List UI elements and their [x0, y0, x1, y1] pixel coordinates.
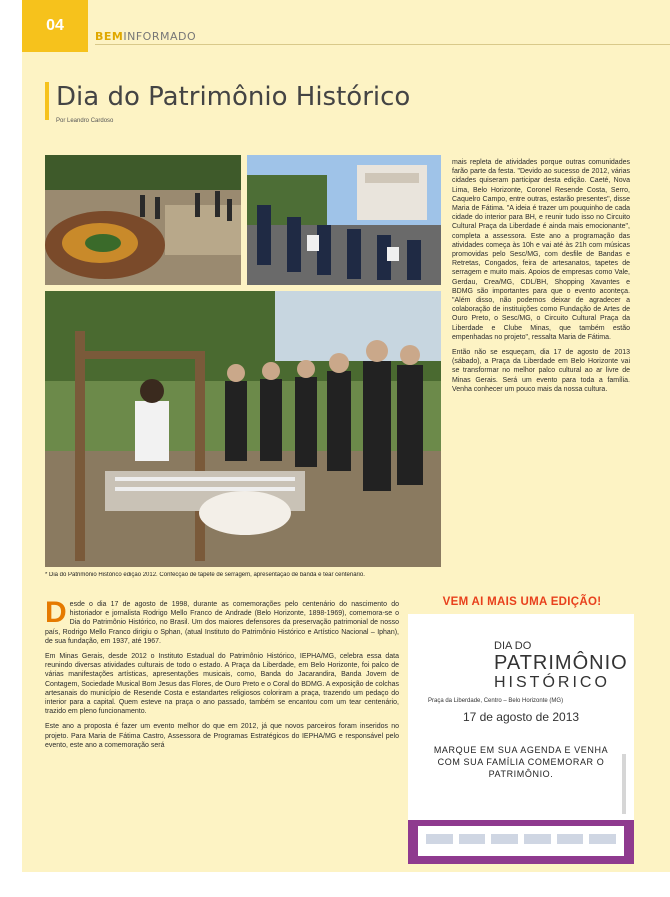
poster-title-line-3: HISTÓRICO [494, 674, 610, 691]
paragraph: Em Minas Gerais, desde 2012 o Instituto Estadual do Patrimônio Histórico, IEPHA/MG, celebra essa data reunindo diversas atividades culturais de todo o estado. A Praça da Liberdade, em Belo Horizonte, foi palco de várias manifestações artísticas, apresentações musicais, como, Banda do Jacarandira, Banda Jovem de Contagem, Sociedade Musical Bom Jesus das Flores, de Ouro Preto e o Coral do BDMG. A exposição de colchas artesanais do município de Resende Costa e estandartes religiosos coloriram a praça, trazendo um pedaço do interior para a capital. Quem esteve na praça o ano passado, também se encantou com um tear centenário, trazido em pleno funcionamento. [45, 653, 399, 716]
paragraph: mais repleta de atividades porque outras comunidades farão parte da festa. "Devido ao sucesso de 2012, várias cidades quiseram participar desta edição. Caeté, Nova Lima, Belo Horizonte, Coronel Resende Costa, Serro, Caquelro Campo, entre outras, estarão presentes", disse Maria de Fátima. "A ideia é trazer um pouquinho de cada cidade do interior para BH, e reunir tudo isso no Circuito Cultural Praça da Liberdade é ainda mais emocionante", completa a assessora. Este ano a programação das atividades começa às 10h e vai até às 21h com músicas promovidas pelo Sesc/MG, com desfile de Bandas e Retretas, Congados, feira de artesanatos, tapetes de serragem e muito mais. Apoios de empresas como Vale, Gerdau, Crea/MG, CDL/BH, Shopping Xavantes e BDMG são importantes para que o evento aconteça. "Além disso, não podemos deixar de agradecer a colaboração de instituições como Fundação de Artes de Ouro Preto, o Sesc/MG, o Circuito Cultural Praça da Liberdade e Clube Minas, que também estão empenhadas no projeto", ressalta Maria de Fátima. [452, 159, 630, 341]
sponsor-logo [426, 834, 453, 844]
event-poster [408, 614, 634, 864]
article-right-column [452, 158, 630, 400]
brand-part-1: BEM [95, 30, 124, 43]
promo-heading: VEM AI MAIS UMA EDIÇÃO! [442, 596, 602, 608]
sponsor-logo [491, 834, 518, 844]
sponsor-logo [589, 834, 616, 844]
poster-call-to-action: MARQUE EM SUA AGENDA E VENHA COM SUA FAMÍLIA COMEMORAR O PATRIMÔNIO. [433, 745, 609, 779]
drop-cap: D [45, 596, 67, 629]
brand-logo [95, 30, 196, 43]
title-accent-bar [45, 82, 49, 120]
photo-sawdust-carpet [45, 155, 241, 285]
poster-title-line-2: PATRIMÔNIO [494, 652, 628, 674]
poster-title-line-1: DIA DO [494, 640, 532, 652]
article-main-column [45, 596, 399, 756]
sponsor-logo [459, 834, 486, 844]
paragraph: Então não se esqueçam, dia 17 de agosto de 2013 (sábado), a Praça da Liberdade em Belo Horizonte vai se transformar no melhor palco cultural ao ar livre de Minas Gerais. Será um evento para toda a família. Venha conhecer um pouco mais da nossa cultura. [452, 349, 630, 393]
brand-part-2: INFORMADO [123, 30, 197, 43]
page-number: 04 [22, 0, 88, 52]
photo-caption: * Dia do Patrimônio Histórico edição 2012. Confecção de tapete de serragem, apresentação de banda e tear centenário. [45, 572, 365, 578]
poster-place: Praça da Liberdade, Centro – Belo Horizonte (MG) [428, 698, 564, 704]
paragraph: esde o dia 17 de agosto de 1998, durante as comemorações pelo centenário do nascimento do historiador e jornalista Rodrigo Mello Franco de Andrade (Belo Horizonte, 1898-1969), comemora-se o Dia do Patrimônio Histórico, no Brasil. Um dos maiores defensores da preservação patrimonial de nosso país, Rodrigo Mello Franco dirigiu o Sphan, (atual Instituto do Patrimônio Histórico e Artístico Nacional – Iphan), de sua fundação, em 1937, até 1967. [45, 601, 399, 645]
paragraph: Este ano a proposta é fazer um evento melhor do que em 2012, já que novos parceiros foram inseridos no projeto. Para Maria de Fátima Castro, Assessora de Programas Estratégicos do IEPHA/MG e responsável pelo evento, este ano a comemoração será [45, 723, 399, 749]
sponsor-logo [557, 834, 584, 844]
article-title: Dia do Patrimônio Histórico [56, 82, 411, 112]
sponsor-logos [418, 826, 624, 856]
sponsor-logo [524, 834, 551, 844]
photo-centennial-loom [45, 291, 441, 567]
article-byline: Por Leandro Cardoso [56, 118, 114, 124]
photo-band-performance [247, 155, 441, 285]
poster-date: 17 de agosto de 2013 [462, 710, 580, 724]
header-rule [95, 44, 670, 45]
poster-side-mark [622, 754, 626, 814]
